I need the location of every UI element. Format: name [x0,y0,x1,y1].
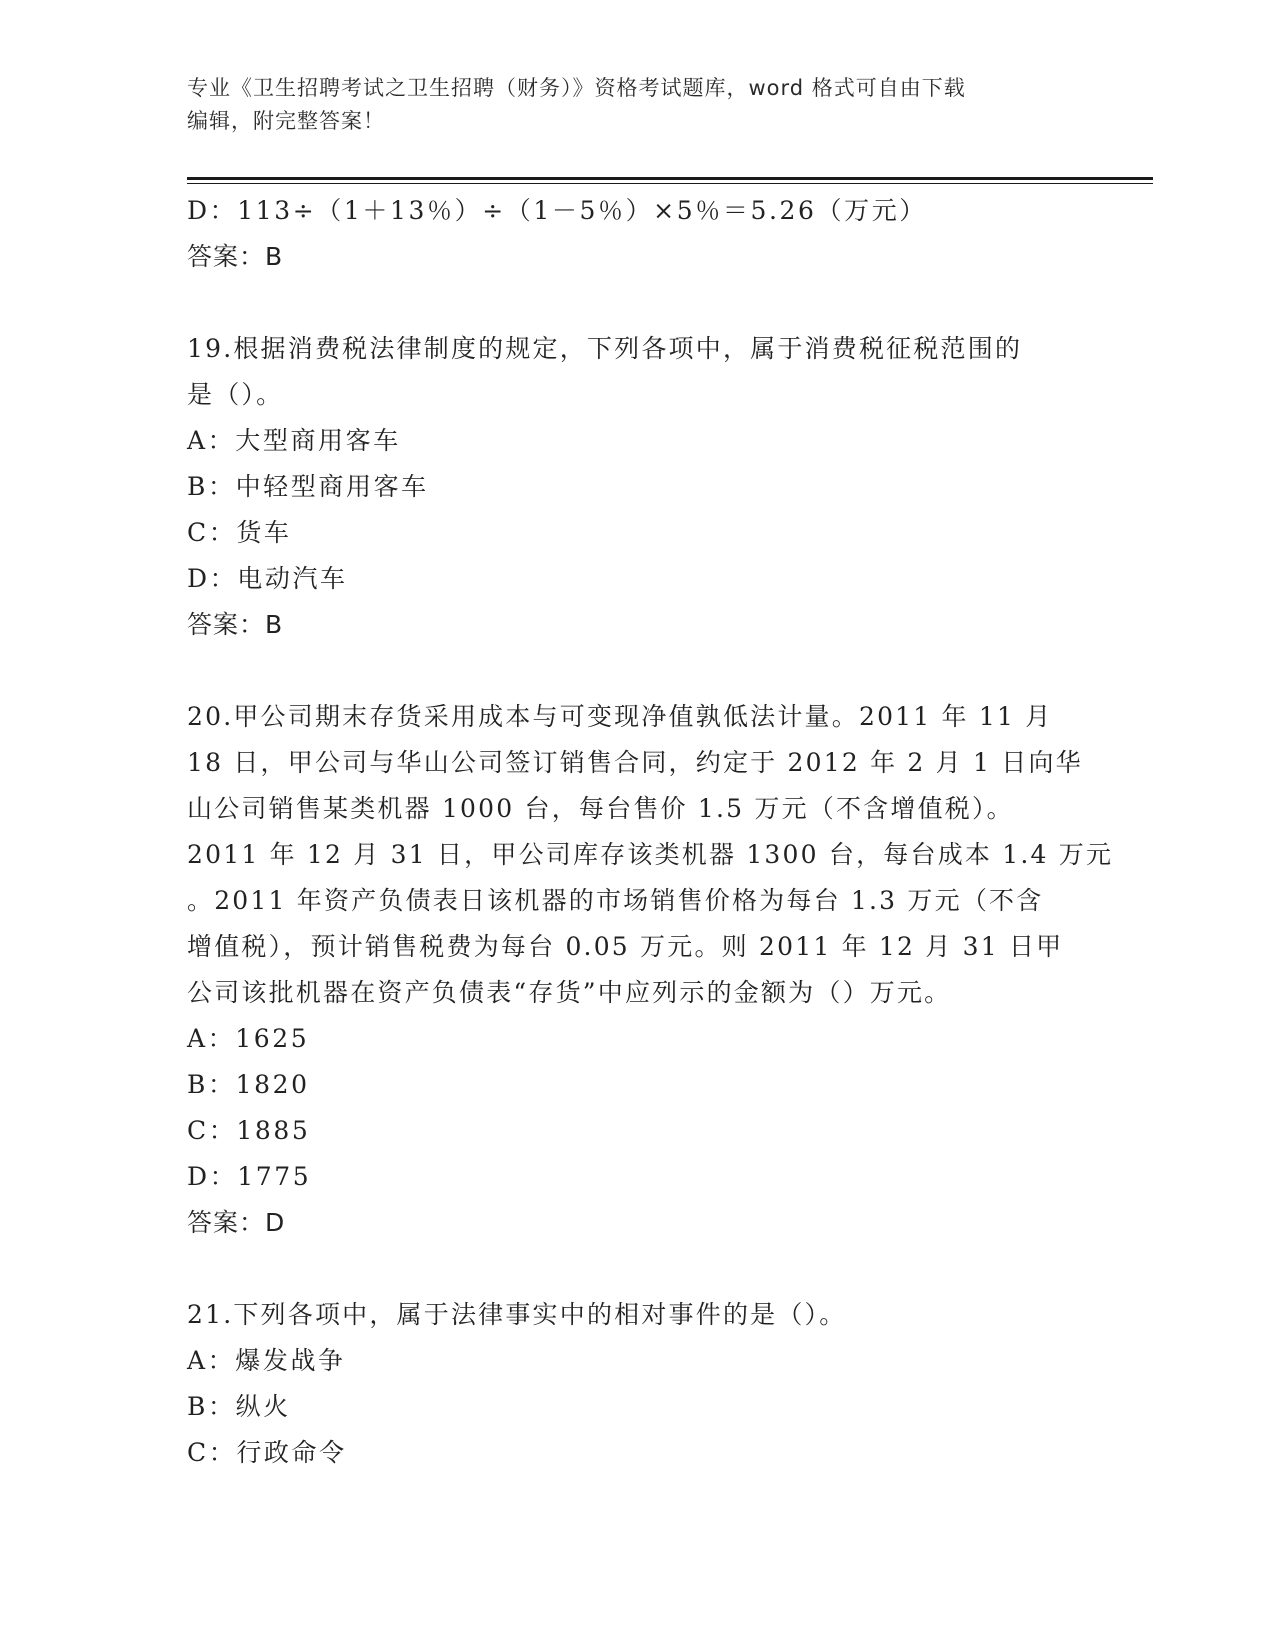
option-a: A：爆发战争 [187,1346,346,1375]
option-a: A：1625 [187,1024,310,1053]
header-line-1: 专业《卫生招聘考试之卫生招聘（财务）》资格考试题库，word 格式可自由下载 [187,76,966,100]
question-stem-line: 增值税），预计销售税费为每台 0.05 万元。则 2011 年 12 月 31 日甲 [187,932,1064,961]
question-stem-line: 20.甲公司期末存货采用成本与可变现净值孰低法计量。2011 年 11 月 [187,702,1053,731]
answer-line: 答案：D [187,1208,286,1237]
question-stem-line: 山公司销售某类机器 1000 台，每台售价 1.5 万元（不含增值税）。 [187,794,1014,823]
option-d: D：1775 [187,1162,312,1191]
spacer [187,280,1087,326]
question-stem-line: 2011 年 12 月 31 日，甲公司库存该类机器 1300 台，每台成本 1.4 万元 [187,840,1114,869]
document-header [187,72,1067,138]
question-stem-line: 。2011 年资产负债表日该机器的市场销售价格为每台 1.3 万元（不含 [187,886,1044,915]
question-stem-line: 19.根据消费税法律制度的规定，下列各项中，属于消费税征税范围的 [187,334,1023,363]
header-rule-thin [187,183,1153,184]
option-b: B：纵火 [187,1392,291,1421]
header-rule-thick [187,177,1153,180]
option-c: C：行政命令 [187,1438,347,1467]
option-d: D：113÷（1＋13％）÷（1－5％）×5％＝5.26（万元） [187,196,927,225]
option-d: D：电动汽车 [187,564,348,593]
question-stem-line: 18 日，甲公司与华山公司签订销售合同，约定于 2012 年 2 月 1 日向华 [187,748,1083,777]
question-stem-line: 21.下列各项中，属于法律事实中的相对事件的是（）。 [187,1300,847,1329]
question-19 [187,326,1087,648]
question-stem-line: 公司该批机器在资产负债表“存货”中应列示的金额为（）万元。 [187,978,952,1007]
answer-line: 答案：B [187,242,284,271]
question-21 [187,1292,1087,1476]
option-b: B：1820 [187,1070,310,1099]
option-c: C：1885 [187,1116,311,1145]
option-a: A：大型商用客车 [187,426,401,455]
header-line-2: 编辑，附完整答案！ [187,109,385,133]
question-content [187,188,1114,1476]
option-c: C：货车 [187,518,292,547]
answer-line: 答案：B [187,610,284,639]
question-20 [187,694,1114,1246]
spacer [187,1246,1087,1292]
option-b: B：中轻型商用客车 [187,472,429,501]
spacer [187,648,1087,694]
question-stem-line: 是（）。 [187,380,284,409]
